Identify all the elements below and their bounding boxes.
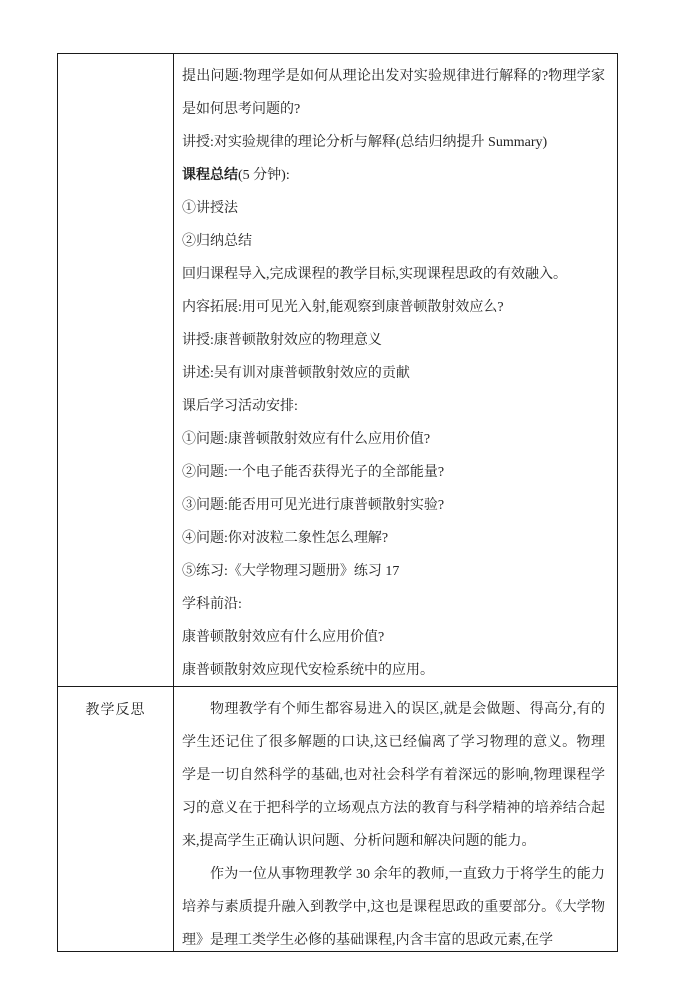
paragraph <box>182 357 605 390</box>
paragraph <box>182 159 605 192</box>
paragraph-text: ⑤练习:《大学物理习题册》练习 17 <box>182 564 400 579</box>
paragraph-text: 讲授:康普顿散射效应的物理意义 <box>182 333 382 348</box>
table-row <box>58 54 617 686</box>
paragraph <box>182 522 605 555</box>
paragraph-text: 讲授:对实验规律的理论分析与解释(总结归纳提升 Summary) <box>182 135 548 150</box>
paragraph <box>182 324 605 357</box>
row-label-cell <box>58 54 174 686</box>
paragraph-text: ④问题:你对波粒二象性怎么理解? <box>182 531 389 546</box>
paragraph <box>182 489 605 522</box>
paragraph-text: ②归纳总结 <box>182 234 252 249</box>
paragraph-text: 康普顿散射效应有什么应用价值? <box>182 630 385 645</box>
paragraph <box>182 258 605 291</box>
paragraph-text: 内容拓展:用可见光入射,能观察到康普顿散射效应么? <box>182 300 504 315</box>
paragraph <box>182 555 605 588</box>
paragraph <box>182 291 605 324</box>
paragraph <box>182 60 605 126</box>
paragraph <box>182 693 605 858</box>
paragraph-text: 讲述:吴有训对康普顿散射效应的贡献 <box>182 366 410 381</box>
paragraph <box>182 621 605 654</box>
lesson-plan-table <box>57 53 618 952</box>
paragraph-text: 康普顿散射效应现代安检系统中的应用。 <box>182 663 434 678</box>
paragraph-text: ①讲授法 <box>182 201 238 216</box>
paragraph-text: 回归课程导入,完成课程的教学目标,实现课程思政的有效融入。 <box>182 267 567 282</box>
paragraph-text: ②问题:一个电子能否获得光子的全部能量? <box>182 465 445 480</box>
paragraph-text: ③问题:能否用可见光进行康普顿散射实验? <box>182 498 445 513</box>
paragraph-text: ①问题:康普顿散射效应有什么应用价值? <box>182 432 431 447</box>
row-label-cell <box>58 687 174 951</box>
paragraph <box>182 423 605 456</box>
paragraph <box>182 654 605 686</box>
row-content-cell <box>174 54 617 686</box>
row-label: 教学反思 <box>85 703 146 718</box>
paragraph <box>182 192 605 225</box>
paragraph-text: (5 分钟): <box>238 168 290 183</box>
paragraph <box>182 456 605 489</box>
paragraph <box>182 858 605 951</box>
paragraph-bold-text: 课程总结 <box>182 168 238 183</box>
row-content-cell <box>174 687 617 951</box>
paragraph-text: 课后学习活动安排: <box>182 399 298 414</box>
paragraph <box>182 225 605 258</box>
paragraph <box>182 126 605 159</box>
paragraph-text: 物理教学有个师生都容易进入的误区,就是会做题、得高分,有的学生还记住了很多解题的口诀,这已经偏离了学习物理的意义。物理学是一切自然科学的基础,也对社会科学有着深远的影响,物理课程学习的意义在于把科学的立场观点方法的教育与科学精神的培养结合起来,提高学生正确认识问题、分析问题和解决问题的能力。 <box>182 702 605 849</box>
paragraph-text: 学科前沿: <box>182 597 242 612</box>
paragraph-text: 作为一位从事物理教学 30 余年的教师,一直致力于将学生的能力培养与素质提升融入到教学中,这也是课程思政的重要部分。《大学物理》是理工类学生必修的基础课程,内含丰富的思政元素,在学 <box>182 867 605 948</box>
paragraph-text: 提出问题:物理学是如何从理论出发对实验规律进行解释的?物理学家是如何思考问题的? <box>182 69 605 117</box>
paragraph <box>182 390 605 423</box>
paragraph <box>182 588 605 621</box>
table-row <box>58 686 617 951</box>
